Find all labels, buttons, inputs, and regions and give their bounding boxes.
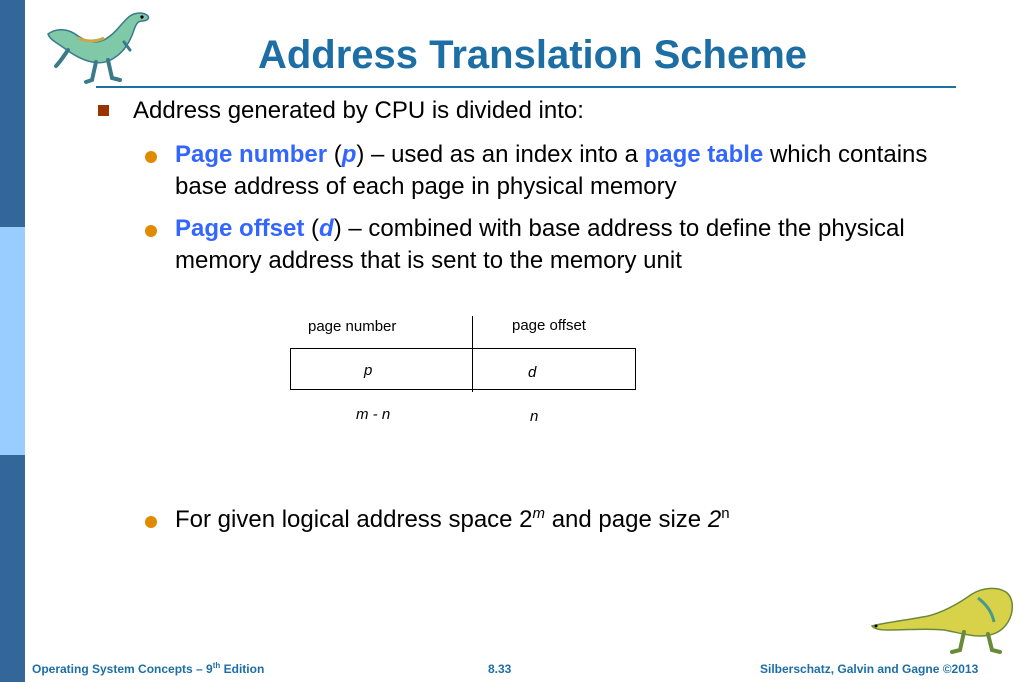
- exp-m: m: [532, 505, 546, 522]
- bullet-page-offset: [145, 213, 945, 277]
- footer-left-sup: th: [212, 661, 221, 670]
- side-band-bottom: [0, 455, 25, 682]
- page-title: Address Translation Scheme: [257, 33, 808, 77]
- footer-authors: Silberschatz, Galvin and Gagne ©2013: [760, 662, 979, 676]
- side-band: [0, 0, 25, 682]
- square-bullet-icon: [98, 105, 109, 116]
- page-offset-rest: ) – combined with base address to define the physical memory address that is sent to the memory unit: [175, 215, 905, 274]
- var-p: p: [341, 141, 357, 168]
- logical-before: For given logical address space 2: [175, 506, 533, 533]
- cell-d: d: [528, 364, 537, 381]
- dinosaur-logo-icon: [868, 582, 1018, 654]
- page-number-mid: ) – used as an index into a: [356, 141, 645, 168]
- title-divider: [96, 86, 956, 88]
- paren-open: (: [327, 141, 342, 168]
- label-page-number: page number: [308, 318, 397, 335]
- base-two: 2: [707, 506, 722, 533]
- footer-book-title: [32, 662, 264, 676]
- term-page-offset: Page offset: [175, 215, 305, 242]
- logical-mid: and page size: [545, 506, 708, 533]
- address-format-diagram: [288, 312, 640, 432]
- bullet-main-text: Address generated by CPU is divided into:: [133, 97, 584, 124]
- size-right: n: [530, 408, 539, 425]
- paren-open: (: [304, 215, 320, 242]
- term-page-table: page table: [644, 141, 764, 168]
- address-divider: [472, 316, 473, 392]
- footer-left-after: Edition: [220, 662, 265, 676]
- exp-n: n: [721, 505, 730, 522]
- side-band-middle: [0, 227, 25, 455]
- bullet-logical-space: [145, 504, 945, 536]
- cell-p: p: [364, 362, 373, 379]
- dinosaur-logo-icon: [38, 6, 158, 86]
- address-box: [290, 348, 636, 390]
- footer-left-before: Operating System Concepts – 9: [32, 662, 213, 676]
- var-d: d: [319, 215, 334, 242]
- term-page-number: Page number: [175, 141, 328, 168]
- dot-bullet-icon: [145, 225, 157, 237]
- label-page-offset: page offset: [512, 317, 586, 334]
- dot-bullet-icon: [145, 151, 157, 163]
- footer-page-number: 8.33: [488, 662, 512, 676]
- side-band-top: [0, 0, 25, 227]
- size-left: m - n: [356, 406, 391, 423]
- page-number-rest: which contains base address of each page in physical memory: [175, 141, 928, 200]
- bullet-main: [98, 96, 584, 126]
- dot-bullet-icon: [145, 516, 157, 528]
- bullet-page-number: [145, 139, 945, 203]
